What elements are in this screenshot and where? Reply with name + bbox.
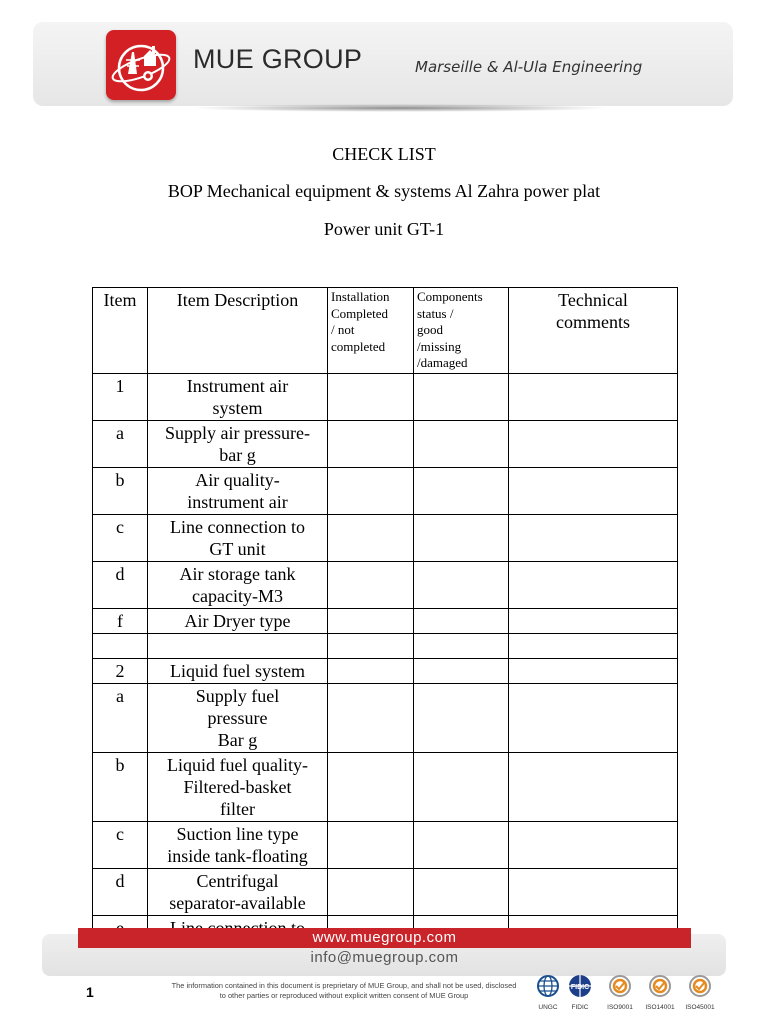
row-item-id: 2 xyxy=(93,659,148,684)
header-shadow xyxy=(190,104,610,112)
table-row xyxy=(93,753,678,822)
checklist-table xyxy=(92,287,678,941)
row-description: Centrifugal separator-available xyxy=(148,869,328,916)
row-description: Instrument air system xyxy=(148,374,328,421)
comments-cell[interactable] xyxy=(509,753,678,822)
row-description xyxy=(148,634,328,659)
table-row xyxy=(93,684,678,753)
row-item-id: 1 xyxy=(93,374,148,421)
header-comments: Technical comments xyxy=(509,288,678,374)
installation-cell[interactable] xyxy=(328,869,414,916)
website-link[interactable]: www.muegroup.com xyxy=(312,929,457,946)
table-body xyxy=(93,374,678,941)
comments-cell[interactable] xyxy=(509,468,678,515)
document-subtitle: BOP Mechanical equipment & systems Al Zahra power plat xyxy=(167,181,601,201)
svg-text:FIDIC: FIDIC xyxy=(570,984,590,991)
table-row xyxy=(93,822,678,869)
installation-cell[interactable] xyxy=(328,684,414,753)
components-cell[interactable] xyxy=(414,468,509,515)
header-components: Components status / good /missing /damaged xyxy=(414,288,509,374)
table-row xyxy=(93,374,678,421)
logo-emblem-icon xyxy=(106,30,176,100)
cert-iso14001: ISO14001 xyxy=(640,974,680,1011)
table-row xyxy=(93,634,678,659)
row-item-id: f xyxy=(93,609,148,634)
sgs-badge-icon xyxy=(605,974,635,998)
row-description: Supply air pressure- bar g xyxy=(148,421,328,468)
disclaimer-text: The information contained in this document is preprietary of MUE Group, and shall not be used, disclosed to other parties or reproduced without explicit written consent of MUE Group xyxy=(171,981,517,1000)
installation-cell[interactable] xyxy=(328,659,414,684)
components-cell[interactable] xyxy=(414,634,509,659)
row-description: Supply fuel pressure Bar g xyxy=(148,684,328,753)
table-row xyxy=(93,468,678,515)
document-title: CHECK LIST xyxy=(332,144,436,164)
components-cell[interactable] xyxy=(414,869,509,916)
header-installation: Installation Completed / not completed xyxy=(328,288,414,374)
comments-cell[interactable] xyxy=(509,659,678,684)
row-description: Liquid fuel system xyxy=(148,659,328,684)
table-row xyxy=(93,515,678,562)
cert-fidic: FIDIC FIDIC xyxy=(560,974,600,1011)
comments-cell[interactable] xyxy=(509,869,678,916)
company-tagline: Marseille & Al-Ula Engineering xyxy=(415,58,643,76)
header-description: Item Description xyxy=(148,288,328,374)
table-row xyxy=(93,562,678,609)
email-link[interactable]: info@muegroup.com xyxy=(310,949,459,966)
row-description: Suction line type inside tank-floating xyxy=(148,822,328,869)
row-item-id: a xyxy=(93,684,148,753)
table-row xyxy=(93,421,678,468)
row-description: Air Dryer type xyxy=(148,609,328,634)
cert-iso45001: ISO45001 xyxy=(680,974,720,1011)
row-item-id: b xyxy=(93,753,148,822)
globe-icon xyxy=(534,974,562,998)
comments-cell[interactable] xyxy=(509,609,678,634)
row-item-id: a xyxy=(93,421,148,468)
installation-cell[interactable] xyxy=(328,822,414,869)
row-description: Air quality- instrument air xyxy=(148,468,328,515)
document-unit: Power unit GT-1 xyxy=(323,219,445,239)
components-cell[interactable] xyxy=(414,659,509,684)
row-item-id: b xyxy=(93,468,148,515)
installation-cell[interactable] xyxy=(328,374,414,421)
components-cell[interactable] xyxy=(414,822,509,869)
sgs-badge-icon xyxy=(645,974,675,998)
row-description: Line connection to GT unit xyxy=(148,515,328,562)
installation-cell[interactable] xyxy=(328,562,414,609)
sgs-badge-icon xyxy=(685,974,715,998)
installation-cell[interactable] xyxy=(328,609,414,634)
components-cell[interactable] xyxy=(414,684,509,753)
installation-cell[interactable] xyxy=(328,515,414,562)
comments-cell[interactable] xyxy=(509,562,678,609)
page-number: 1 xyxy=(86,984,94,1000)
header-item: Item xyxy=(93,288,148,374)
row-item-id: c xyxy=(93,515,148,562)
components-cell[interactable] xyxy=(414,374,509,421)
cert-ungc: UNGC xyxy=(528,974,568,1011)
components-cell[interactable] xyxy=(414,515,509,562)
row-item-id: c xyxy=(93,822,148,869)
comments-cell[interactable] xyxy=(509,374,678,421)
components-cell[interactable] xyxy=(414,421,509,468)
components-cell[interactable] xyxy=(414,609,509,634)
comments-cell[interactable] xyxy=(509,822,678,869)
table-row xyxy=(93,869,678,916)
installation-cell[interactable] xyxy=(328,634,414,659)
table-header-row xyxy=(93,288,678,374)
comments-cell[interactable] xyxy=(509,634,678,659)
comments-cell[interactable] xyxy=(509,421,678,468)
installation-cell[interactable] xyxy=(328,468,414,515)
cert-iso9001: ISO9001 xyxy=(600,974,640,1011)
company-name: MUE GROUP xyxy=(193,44,363,74)
row-item-id xyxy=(93,634,148,659)
row-description: Liquid fuel quality- Filtered-basket filter xyxy=(148,753,328,822)
row-item-id: d xyxy=(93,869,148,916)
components-cell[interactable] xyxy=(414,562,509,609)
comments-cell[interactable] xyxy=(509,515,678,562)
comments-cell[interactable] xyxy=(509,684,678,753)
installation-cell[interactable] xyxy=(328,421,414,468)
table-row xyxy=(93,659,678,684)
components-cell[interactable] xyxy=(414,753,509,822)
table-row xyxy=(93,609,678,634)
company-logo xyxy=(106,30,176,100)
row-item-id: d xyxy=(93,562,148,609)
installation-cell[interactable] xyxy=(328,753,414,822)
row-description: Air storage tank capacity-M3 xyxy=(148,562,328,609)
fidic-globe-icon xyxy=(565,974,595,998)
